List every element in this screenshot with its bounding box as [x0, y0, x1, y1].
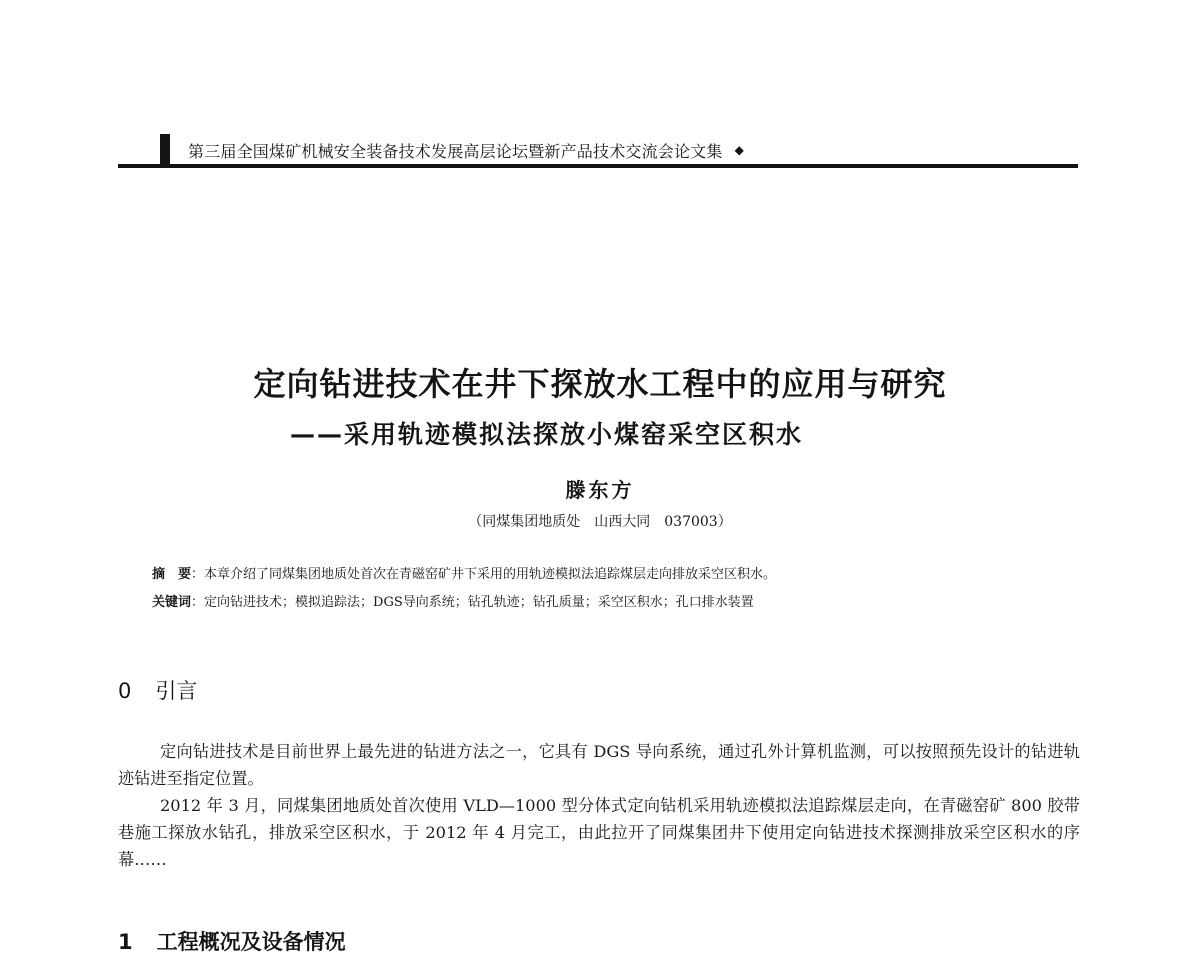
running-header-text: 第三届全国煤矿机械安全装备技术发展高层论坛暨新产品技术交流会论文集: [188, 141, 723, 161]
abstract-text: ：本章介绍了同煤集团地质处首次在青磁窑矿井下采用的用轨迹模拟法追踪煤层走向排放采空区积水。: [191, 567, 777, 582]
section-title: 工程概况及设备情况: [156, 930, 346, 954]
paper-subtitle: ——采用轨迹模拟法探放小煤窑采空区积水: [290, 420, 804, 449]
keywords-label: 关键词: [152, 595, 192, 610]
body-paragraph: 定向钻进技术是目前世界上最先进的钻进方法之一，它具有 DGS 导向系统，通过孔外计算机监测，可以按照预先设计的钻进轨迹钻进至指定位置。: [118, 742, 1080, 788]
header-bar: [160, 134, 170, 166]
section-heading-introduction: [118, 675, 197, 705]
header-rule: [118, 164, 1078, 168]
diamond-icon: ◆: [734, 143, 744, 157]
section-number: 0: [118, 679, 132, 703]
running-header: [160, 136, 744, 164]
keywords: [152, 591, 754, 610]
body-paragraph: 2012 年 3 月，同煤集团地质处首次使用 VLD—1000 型分体式定向钻机采用轨迹模拟法追踪煤层走向，在青磁窑矿 800 胶带巷施工探放水钻孔，排放采空区积水，于 2012 年 4 月完工，由此拉开了同煤集团井下使用定向钻进技术探测排放采空区积水的序幕……: [118, 796, 1080, 869]
section-number: 1: [118, 930, 133, 954]
abstract-label: 摘 要: [152, 567, 192, 582]
affiliation: （同煤集团地质处 山西大同 037003）: [468, 514, 732, 530]
author: 滕东方: [565, 478, 635, 502]
paper-title: 定向钻进技术在井下探放水工程中的应用与研究: [253, 365, 947, 403]
section-heading-overview: [118, 926, 346, 956]
keywords-text: ：定向钻进技术；模拟追踪法；DGS导向系统；钻孔轨迹；钻孔质量；采空区积水；孔口排水装置: [191, 595, 754, 610]
section-title: 引言: [155, 679, 198, 703]
abstract: [152, 563, 776, 582]
